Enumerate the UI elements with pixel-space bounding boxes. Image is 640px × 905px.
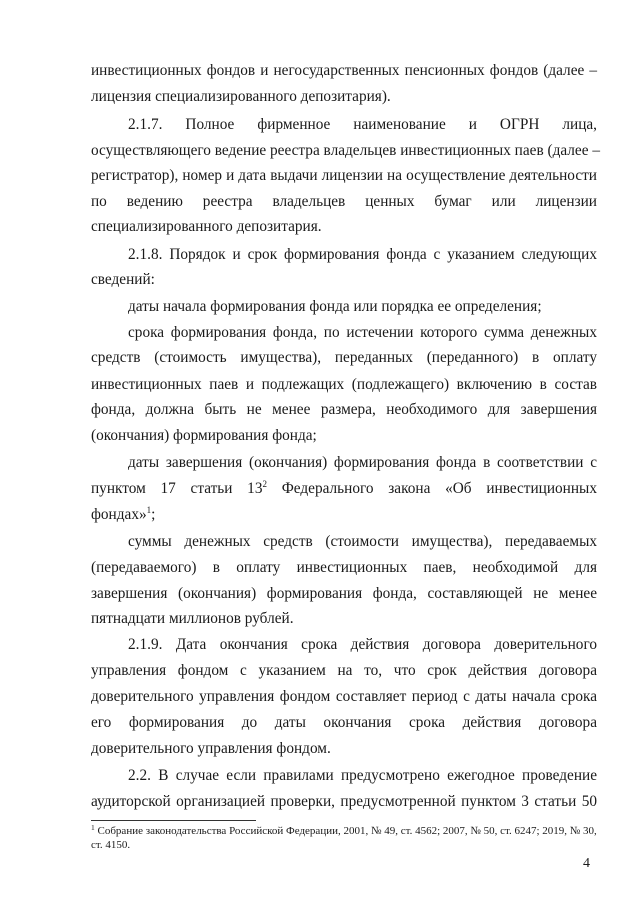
text-line: управления фондом с указанием на то, что срок действия договора	[91, 662, 597, 679]
footnote-ref: 1	[146, 505, 152, 515]
list-item-end-date: даты завершения (окончания) формирования фонда в соответствии с	[128, 454, 597, 471]
text-line: пятнадцати миллионов рублей.	[91, 610, 294, 627]
text-line: фонда, должна быть не менее размера, необходимого для завершения	[91, 401, 597, 418]
text-line: регистратор), номер и дата выдачи лицензии на осуществление деятельности	[91, 167, 597, 184]
section-2-1-9-heading: 2.1.9. Дата окончания срока действия договора доверительного	[128, 636, 597, 653]
text-line: инвестиционных фондов и негосударственных пенсионных фондов (далее –	[91, 62, 597, 79]
text-line: специализированного депозитария.	[91, 218, 322, 235]
list-item-formation-period: срока формирования фонда, по истечении которого сумма денежных	[128, 324, 597, 341]
section-2-1-8-heading: 2.1.8. Порядок и срок формирования фонда с указанием следующих	[128, 246, 597, 263]
footnote-marker: 1	[91, 823, 95, 832]
text-line: по ведению реестра владельцев ценных бумаг или лицензии	[91, 193, 597, 210]
list-item-start-date: даты начала формирования фонда или порядка ее определения;	[128, 298, 542, 315]
text-line: осуществляющего ведение реестра владельцев инвестиционных паев (далее –	[91, 142, 600, 159]
text-line: завершения (окончания) формирования фонда, составляющей не менее	[91, 585, 597, 602]
text-line: инвестиционных паев и подлежащих (подлежащего) включению в состав	[91, 376, 597, 393]
text-line: (окончания) формирования фонда;	[91, 427, 317, 444]
text-line: доверительного управления фондом составляет период с даты начала срока	[91, 688, 597, 705]
footnote-separator	[91, 820, 256, 821]
text-line: доверительного управления фондом.	[91, 740, 331, 757]
section-2-2-heading: 2.2. В случае если правилами предусмотрено ежегодное проведение	[128, 767, 597, 784]
footnote: $^1$ Собрание законодательства Российской Федерации, 2001, № 49, ст. 4562; 2007, № 50, ст. 6247; 2019, № 30,	[91, 823, 597, 837]
section-2-1-7-heading: 2.1.7. Полное фирменное наименование и ОГРН лица,	[128, 116, 597, 133]
text-line: его формирования до даты окончания срока действия договора	[91, 714, 597, 731]
text-line: сведений:	[91, 271, 155, 288]
text-line: пунктом 17 статьи $13^2$ Федерального закона «Об инвестиционных	[91, 479, 597, 497]
text-line: аудиторской организацией проверки, предусмотренной пунктом 3 статьи 50	[91, 793, 597, 810]
page-number: 4	[583, 856, 590, 871]
list-item-sum: суммы денежных средств (стоимости имущества), передаваемых	[128, 533, 597, 550]
text-line: фондах»$^1$;	[91, 505, 156, 523]
footnote-continuation: ст. 4150.	[91, 839, 131, 851]
text-line: лицензия специализированного депозитария).	[91, 88, 391, 105]
superscript: 2	[262, 479, 267, 489]
text-line: средств (стоимость имущества), переданных (переданного) в оплату	[91, 349, 597, 366]
text-line: (передаваемого) в оплату инвестиционных паев, необходимой для	[91, 559, 597, 576]
